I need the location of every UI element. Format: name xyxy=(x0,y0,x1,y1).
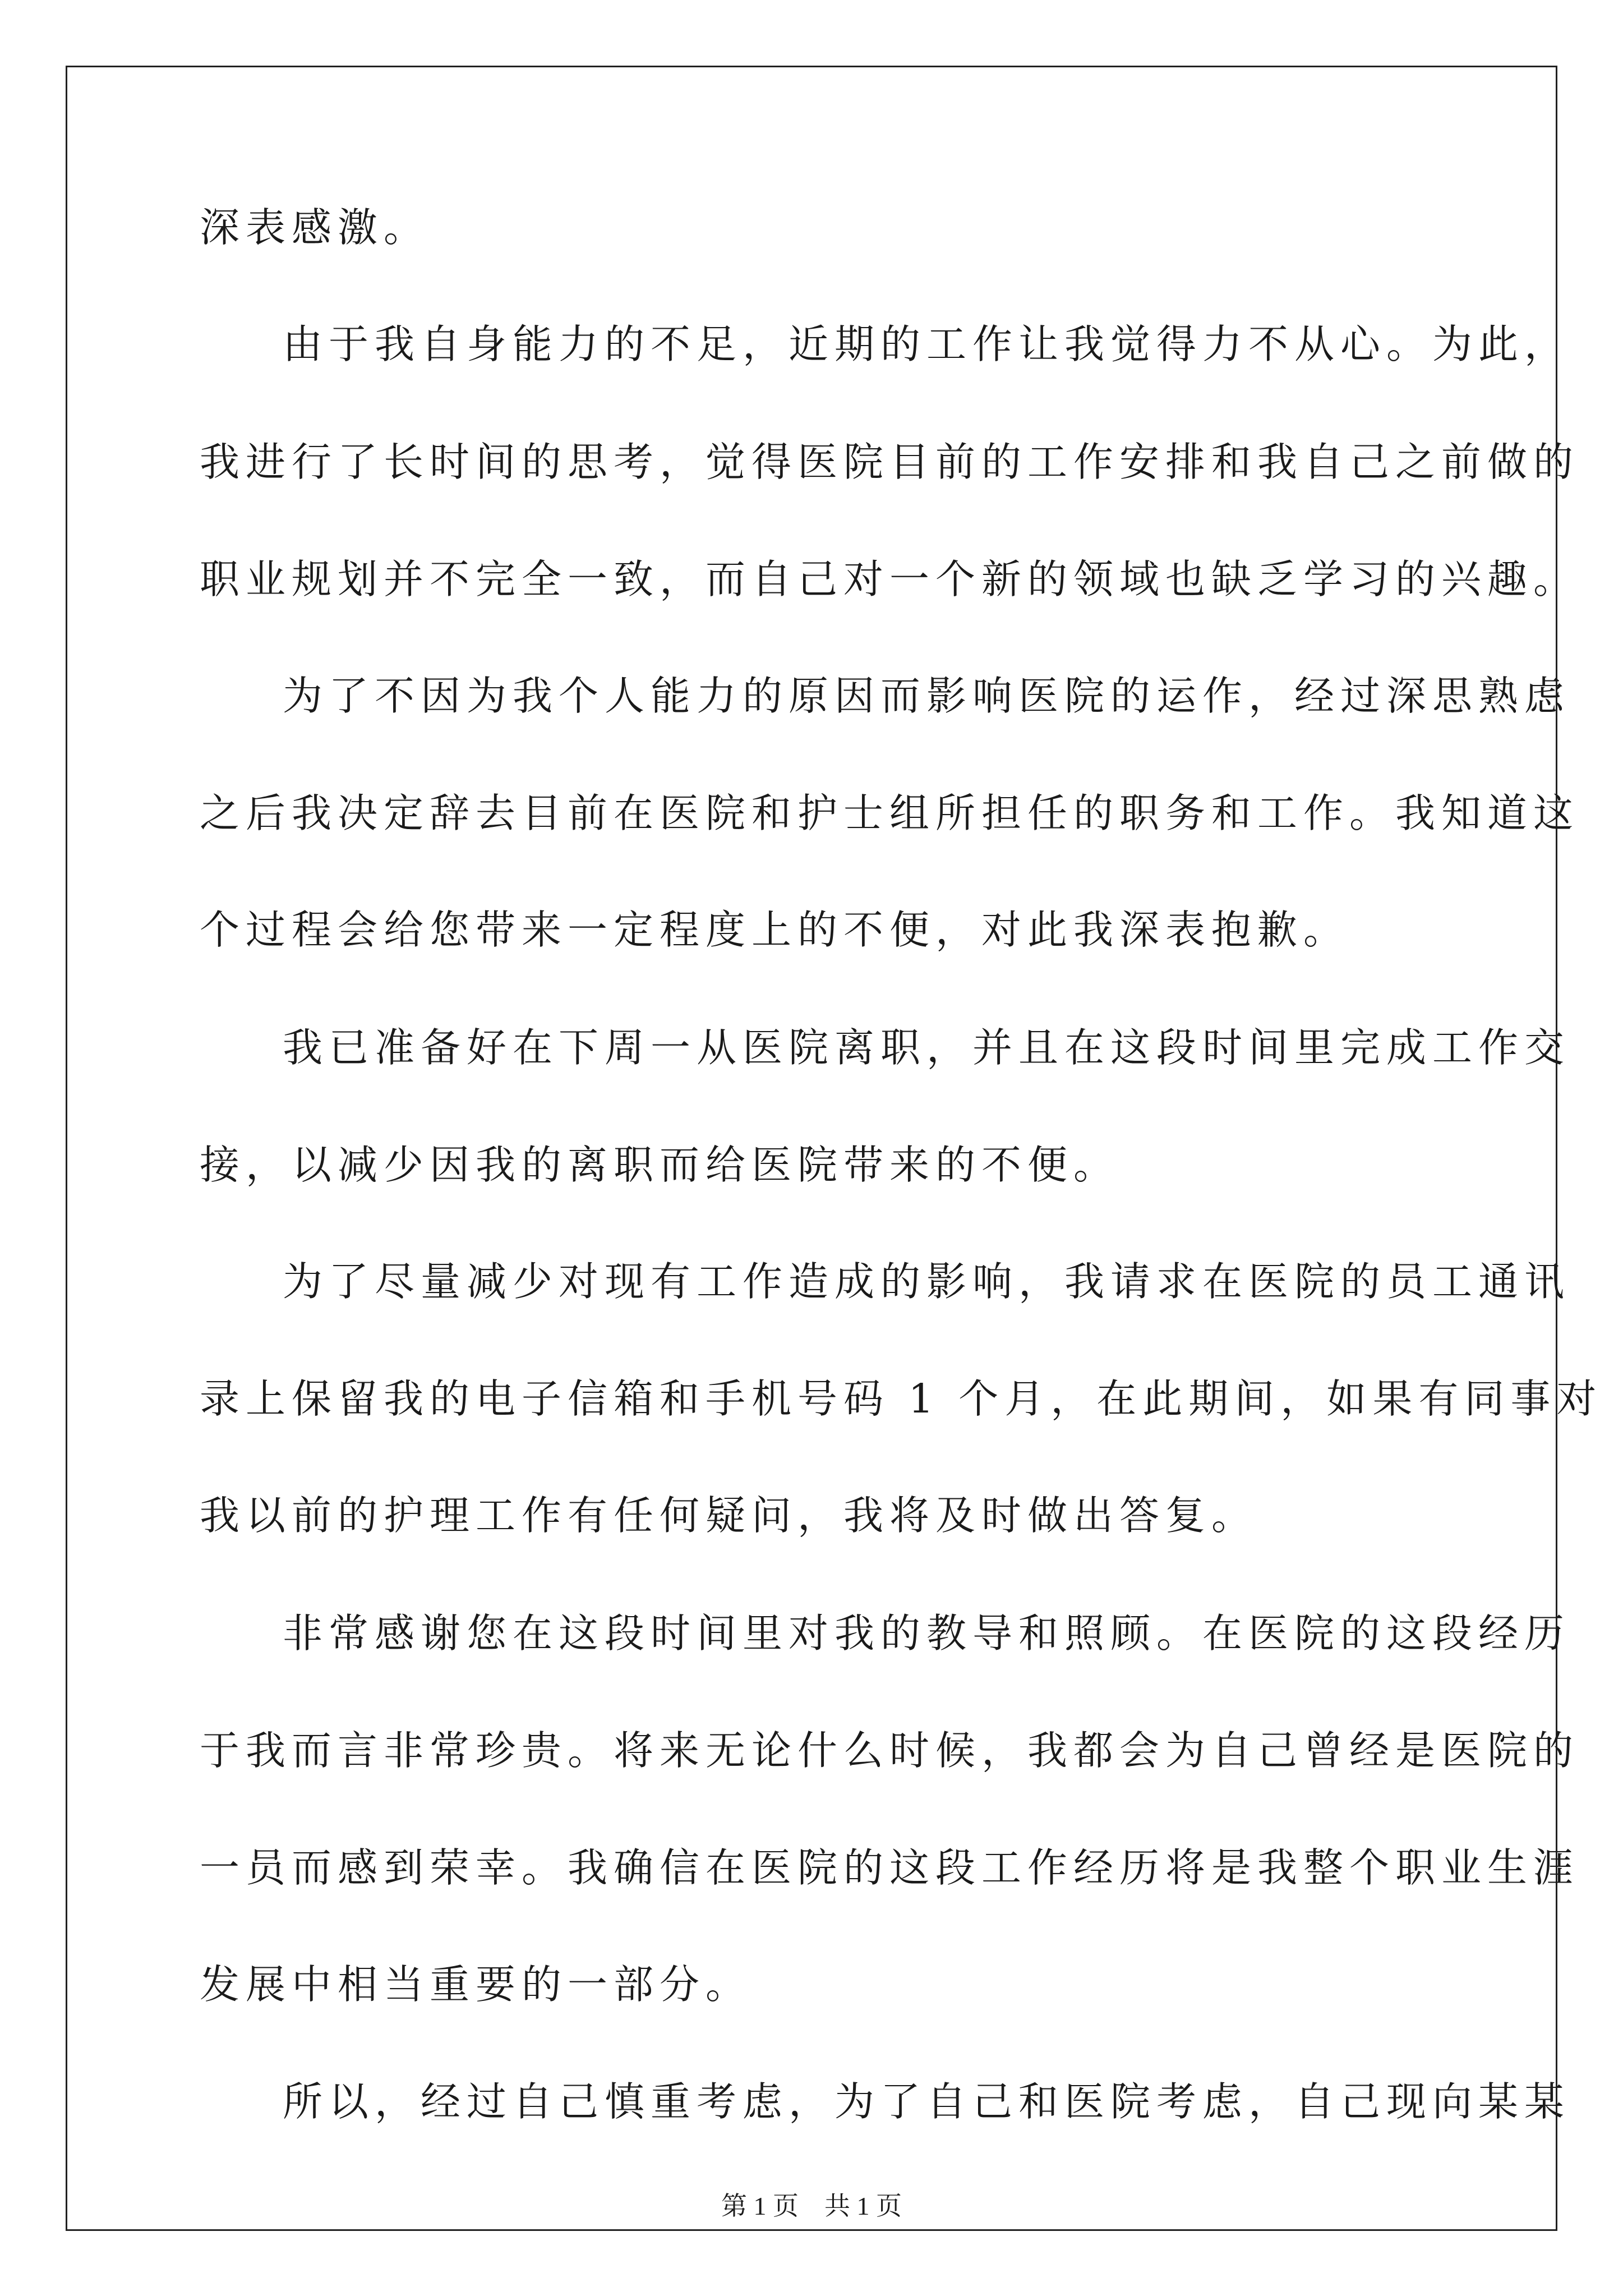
text-line: 我已准备好在下周一从医院离职，并且在这段时间里完成工作交 xyxy=(283,1024,1571,1071)
text-line: 为了不因为我个人能力的原因而影响医院的运作，经过深思熟虑 xyxy=(283,673,1571,719)
text-line: 一员而感到荣幸。我确信在医院的这段工作经历将是我整个职业生涯 xyxy=(200,1844,1580,1891)
text-line: 由于我自身能力的不足，近期的工作让我觉得力不从心。为此， xyxy=(283,321,1571,367)
text-line: 于我而言非常珍贵。将来无论什么时候，我都会为自己曾经是医院的 xyxy=(200,1727,1580,1774)
text-line: 个过程会给您带来一定程度上的不便，对此我深表抱歉。 xyxy=(200,907,1350,953)
text-line: 深表感激。 xyxy=(200,204,430,251)
text-line: 之后我决定辞去目前在医院和护士组所担任的职务和工作。我知道这 xyxy=(200,790,1580,836)
text-line: 我进行了长时间的思考，觉得医院目前的工作安排和我自己之前做的 xyxy=(200,439,1580,485)
page-number-footer: 第 1 页 共 1 页 xyxy=(721,2192,902,2220)
text-line: 发展中相当重要的一部分。 xyxy=(200,1961,752,2008)
text-line: 非常感谢您在这段时间里对我的教导和照顾。在医院的这段经历 xyxy=(283,1610,1571,1657)
text-line: 职业规划并不完全一致，而自己对一个新的领域也缺乏学习的兴趣。 xyxy=(200,556,1580,602)
text-line: 接，以减少因我的离职而给医院带来的不便。 xyxy=(200,1142,1120,1188)
text-line: 我以前的护理工作有任何疑问，我将及时做出答复。 xyxy=(200,1492,1258,1539)
text-line: 所以，经过自己慎重考虑，为了自己和医院考虑，自己现向某某 xyxy=(283,2078,1571,2125)
text-line: 录上保留我的电子信箱和手机号码 1 个月，在此期间，如果有同事对 xyxy=(200,1375,1603,1422)
text-line: 为了尽量减少对现有工作造成的影响，我请求在医院的员工通讯 xyxy=(283,1258,1571,1305)
